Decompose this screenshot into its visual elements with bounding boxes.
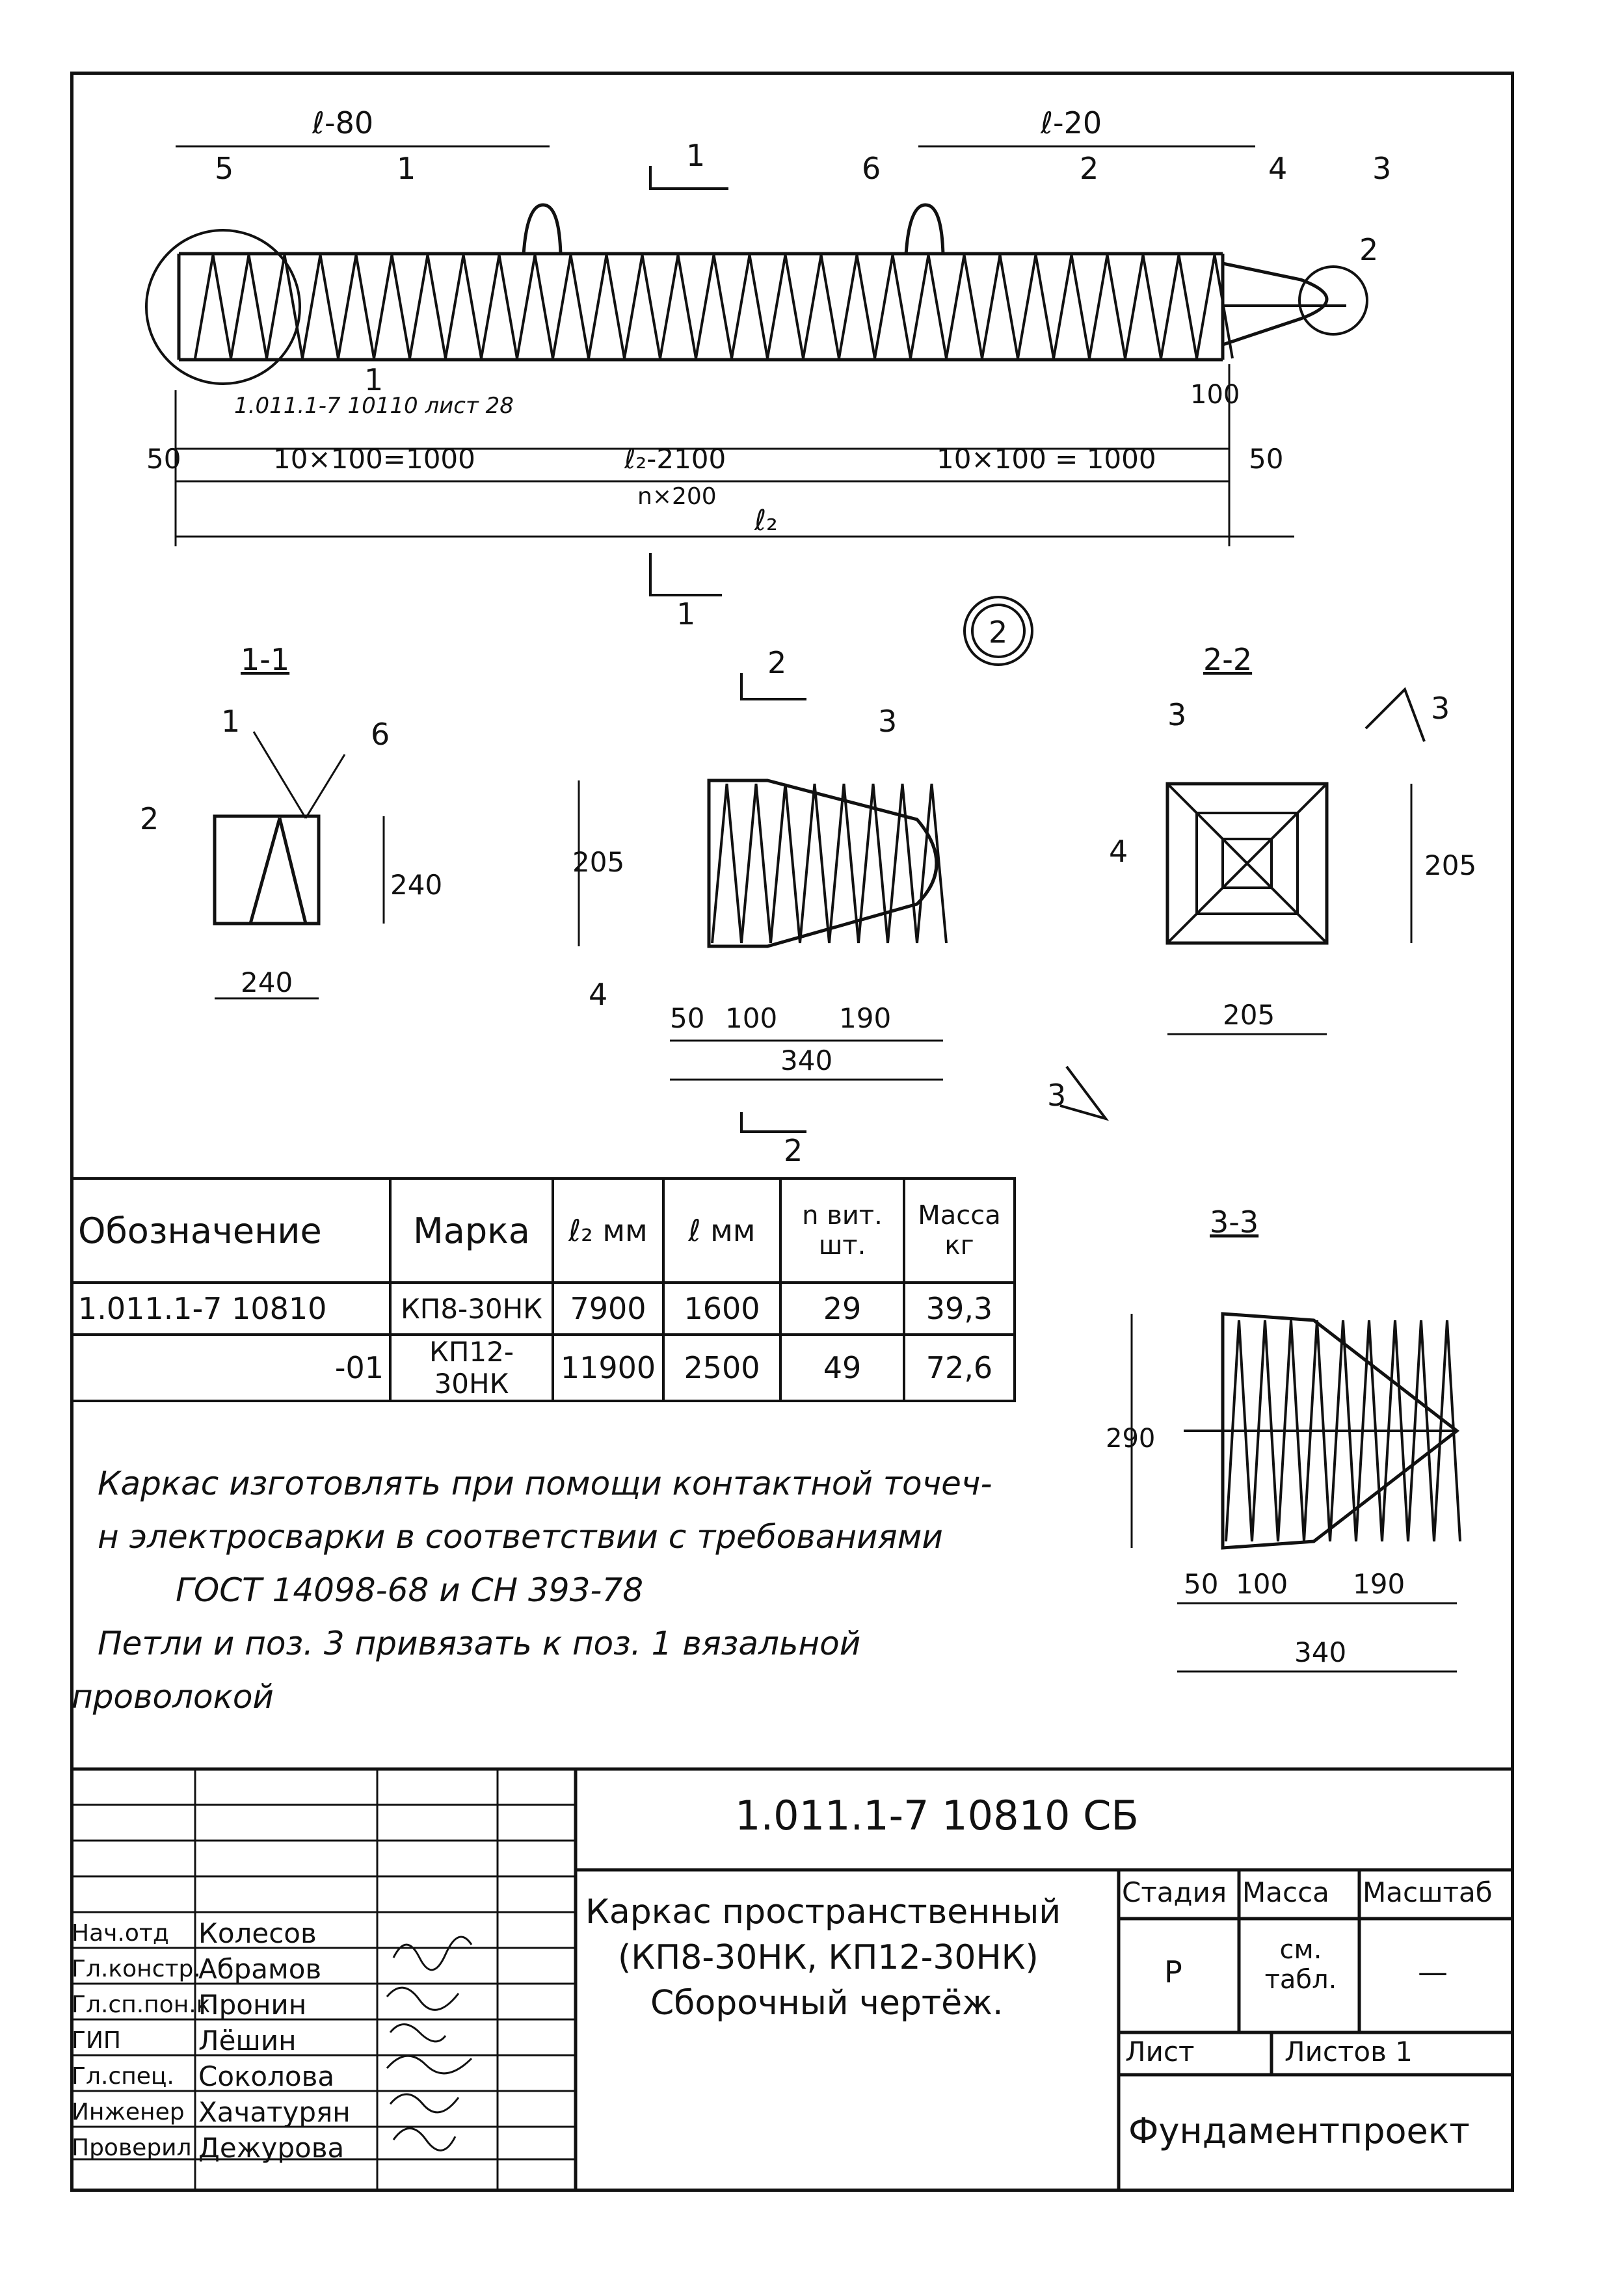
signatory-name: Колесов <box>198 1917 317 1949</box>
s22-dim-width: 205 <box>1223 999 1275 1031</box>
spec-cell: 29 <box>780 1283 904 1335</box>
s11-dim-width: 240 <box>241 966 293 998</box>
d2-cut-bottom: 2 <box>784 1133 803 1168</box>
manufacturing-notes <box>72 1457 1138 1724</box>
specification-table <box>70 1177 1016 1402</box>
signatory-role: Проверил <box>72 2135 192 2161</box>
spiral-path <box>195 255 1232 358</box>
d2-dim-340: 340 <box>780 1045 833 1076</box>
cut-3-top: 3 <box>1431 691 1450 726</box>
signatory-roles <box>72 1915 210 2166</box>
s33-dim-340: 340 <box>1294 1636 1347 1668</box>
spec-cell: 72,6 <box>904 1335 1015 1401</box>
s11-pos-2: 2 <box>140 801 159 836</box>
spec-cell: 49 <box>780 1335 904 1401</box>
detail-ref-2: 2 <box>1359 232 1379 267</box>
signatory-name: Дежурова <box>198 2132 345 2164</box>
mass-value: см. табл. <box>1264 1935 1337 1995</box>
signatory-name: Абрамов <box>198 1953 322 1985</box>
section-1-1-title: 1-1 <box>241 642 290 677</box>
s11-dim-height: 240 <box>390 869 443 901</box>
dim-50-right: 50 <box>1249 443 1284 475</box>
table-row <box>72 1335 1015 1401</box>
signatory-role: Гл.спец. <box>72 2063 174 2090</box>
section-mark-1-bottom: 1 <box>676 596 696 632</box>
dim-l-minus-80: ℓ-80 <box>312 105 374 140</box>
spec-cell: КП8-30НК <box>390 1283 553 1335</box>
note-line: Петли и поз. 3 привязать к поз. 1 вязальной <box>98 1625 861 1662</box>
spec-cell: 1.011.1-7 10810 <box>72 1283 390 1335</box>
pos-1-label: 1 <box>397 151 416 186</box>
signatory-role: Инженер <box>72 2099 185 2125</box>
scale-value: — <box>1418 1954 1448 1990</box>
spec-header-designation: Обозначение <box>72 1178 390 1283</box>
note-line: Каркас изготовлять при помощи контактной точеч- <box>98 1465 992 1502</box>
title-line-3: Сборочный чертёж. <box>650 1984 1004 2023</box>
dim-left-span: 10×100=1000 <box>273 443 475 475</box>
spec-header-row <box>72 1178 1015 1283</box>
scale-label: Масштаб <box>1363 1876 1493 1908</box>
signatory-role: Нач.отд <box>72 1920 169 1947</box>
detail-circle-right <box>1299 267 1367 334</box>
spec-header-mark: Марка <box>390 1178 553 1283</box>
dim-100: 100 <box>1190 380 1240 410</box>
organization-name: Фундаментпроект <box>1128 2110 1470 2151</box>
section-2-2-title: 2-2 <box>1203 642 1253 677</box>
pos-1-label-lower: 1 <box>364 362 384 397</box>
spec-cell: 39,3 <box>904 1283 1015 1335</box>
d2-pos-4: 4 <box>589 977 608 1012</box>
lifting-loop-left <box>524 205 561 255</box>
pos-6-label: 6 <box>862 151 881 186</box>
s33-dim-190: 190 <box>1353 1568 1405 1600</box>
s33-dim-height: 290 <box>1106 1424 1156 1454</box>
spec-cell: 7900 <box>553 1283 663 1335</box>
signatory-name: Лёшин <box>198 2025 297 2057</box>
spiral-path <box>712 784 946 943</box>
cut-3-bottom: 3 <box>1047 1078 1067 1113</box>
s33-dim-50: 50 <box>1184 1568 1219 1600</box>
table-row <box>72 1283 1015 1335</box>
d2-dim-190: 190 <box>839 1002 892 1034</box>
callout-2-label: 2 <box>989 615 1008 650</box>
dim-50-left: 50 <box>146 443 181 475</box>
pos-4-label: 4 <box>1268 151 1288 186</box>
dim-right-span: 10×100 = 1000 <box>937 443 1156 475</box>
stage-label: Стадия <box>1122 1876 1227 1908</box>
spec-header-turns: n вит. шт. <box>780 1178 904 1283</box>
signatory-names <box>198 1915 351 2166</box>
sheets-label: Листов 1 <box>1285 2036 1413 2068</box>
spec-cell: 2500 <box>663 1335 780 1401</box>
note-line: проволокой <box>72 1678 274 1716</box>
s22-pos-4: 4 <box>1109 834 1128 869</box>
mass-label: Масса <box>1242 1876 1329 1908</box>
d2-pos-3: 3 <box>878 704 898 739</box>
dim-mid-sub: n×200 <box>637 483 717 510</box>
s22-pos-3: 3 <box>1167 697 1187 732</box>
spec-cell: 1600 <box>663 1283 780 1335</box>
pos-5-label: 5 <box>215 151 234 186</box>
signatory-name: Хачатурян <box>198 2096 351 2128</box>
signatory-name: Соколова <box>198 2060 335 2092</box>
spec-header-l2: ℓ₂ мм <box>553 1178 663 1283</box>
s11-pos-1: 1 <box>221 704 241 739</box>
d2-dim-100: 100 <box>725 1002 778 1034</box>
pos-3-label: 3 <box>1372 151 1392 186</box>
dim-total-length: ℓ₂ <box>754 504 778 537</box>
stage-value: Р <box>1164 1954 1182 1990</box>
title-line-1: Каркас пространственный <box>585 1893 1061 1932</box>
signatory-role: ГИП <box>72 2027 121 2054</box>
lifting-loop-right <box>906 205 943 255</box>
s33-dim-100: 100 <box>1236 1568 1288 1600</box>
section-3-3-title: 3-3 <box>1210 1205 1259 1240</box>
signatory-role: Гл.констр. <box>72 1956 201 1982</box>
d2-dim-50: 50 <box>670 1002 705 1034</box>
spec-cell: 11900 <box>553 1335 663 1401</box>
d2-dim-height: 205 <box>572 846 625 878</box>
reference-note: 1.011.1-7 10110 лист 28 <box>234 393 514 419</box>
signatory-role: Гл.сп.пон.к <box>72 1991 211 2018</box>
spec-cell: -01 <box>72 1335 390 1401</box>
handwritten-signatures <box>380 1919 498 2192</box>
d2-cut-top: 2 <box>767 645 787 680</box>
sheet-label: Лист <box>1125 2036 1195 2068</box>
signatory-name: Пронин <box>198 1989 307 2021</box>
pos-2-label: 2 <box>1080 151 1099 186</box>
s11-pos-6: 6 <box>371 717 390 752</box>
spec-header-l: ℓ мм <box>663 1178 780 1283</box>
dim-l-minus-20: ℓ-20 <box>1041 105 1102 140</box>
document-code: 1.011.1-7 10810 СБ <box>735 1792 1139 1839</box>
spec-header-mass: Масса кг <box>904 1178 1015 1283</box>
note-line: н электросварки в соответствии с требованиями <box>98 1518 943 1556</box>
note-line: ГОСТ 14098-68 и СН 393-78 <box>176 1571 644 1609</box>
spiral-winding <box>195 255 1232 358</box>
section-mark-1-top: 1 <box>686 138 706 173</box>
dim-mid-span: ℓ₂-2100 <box>624 443 726 475</box>
title-line-2: (КП8-30НК, КП12-30НК) <box>618 1938 1039 1977</box>
s22-dim-height: 205 <box>1424 849 1477 881</box>
spec-cell: КП12-30НК <box>390 1335 553 1401</box>
